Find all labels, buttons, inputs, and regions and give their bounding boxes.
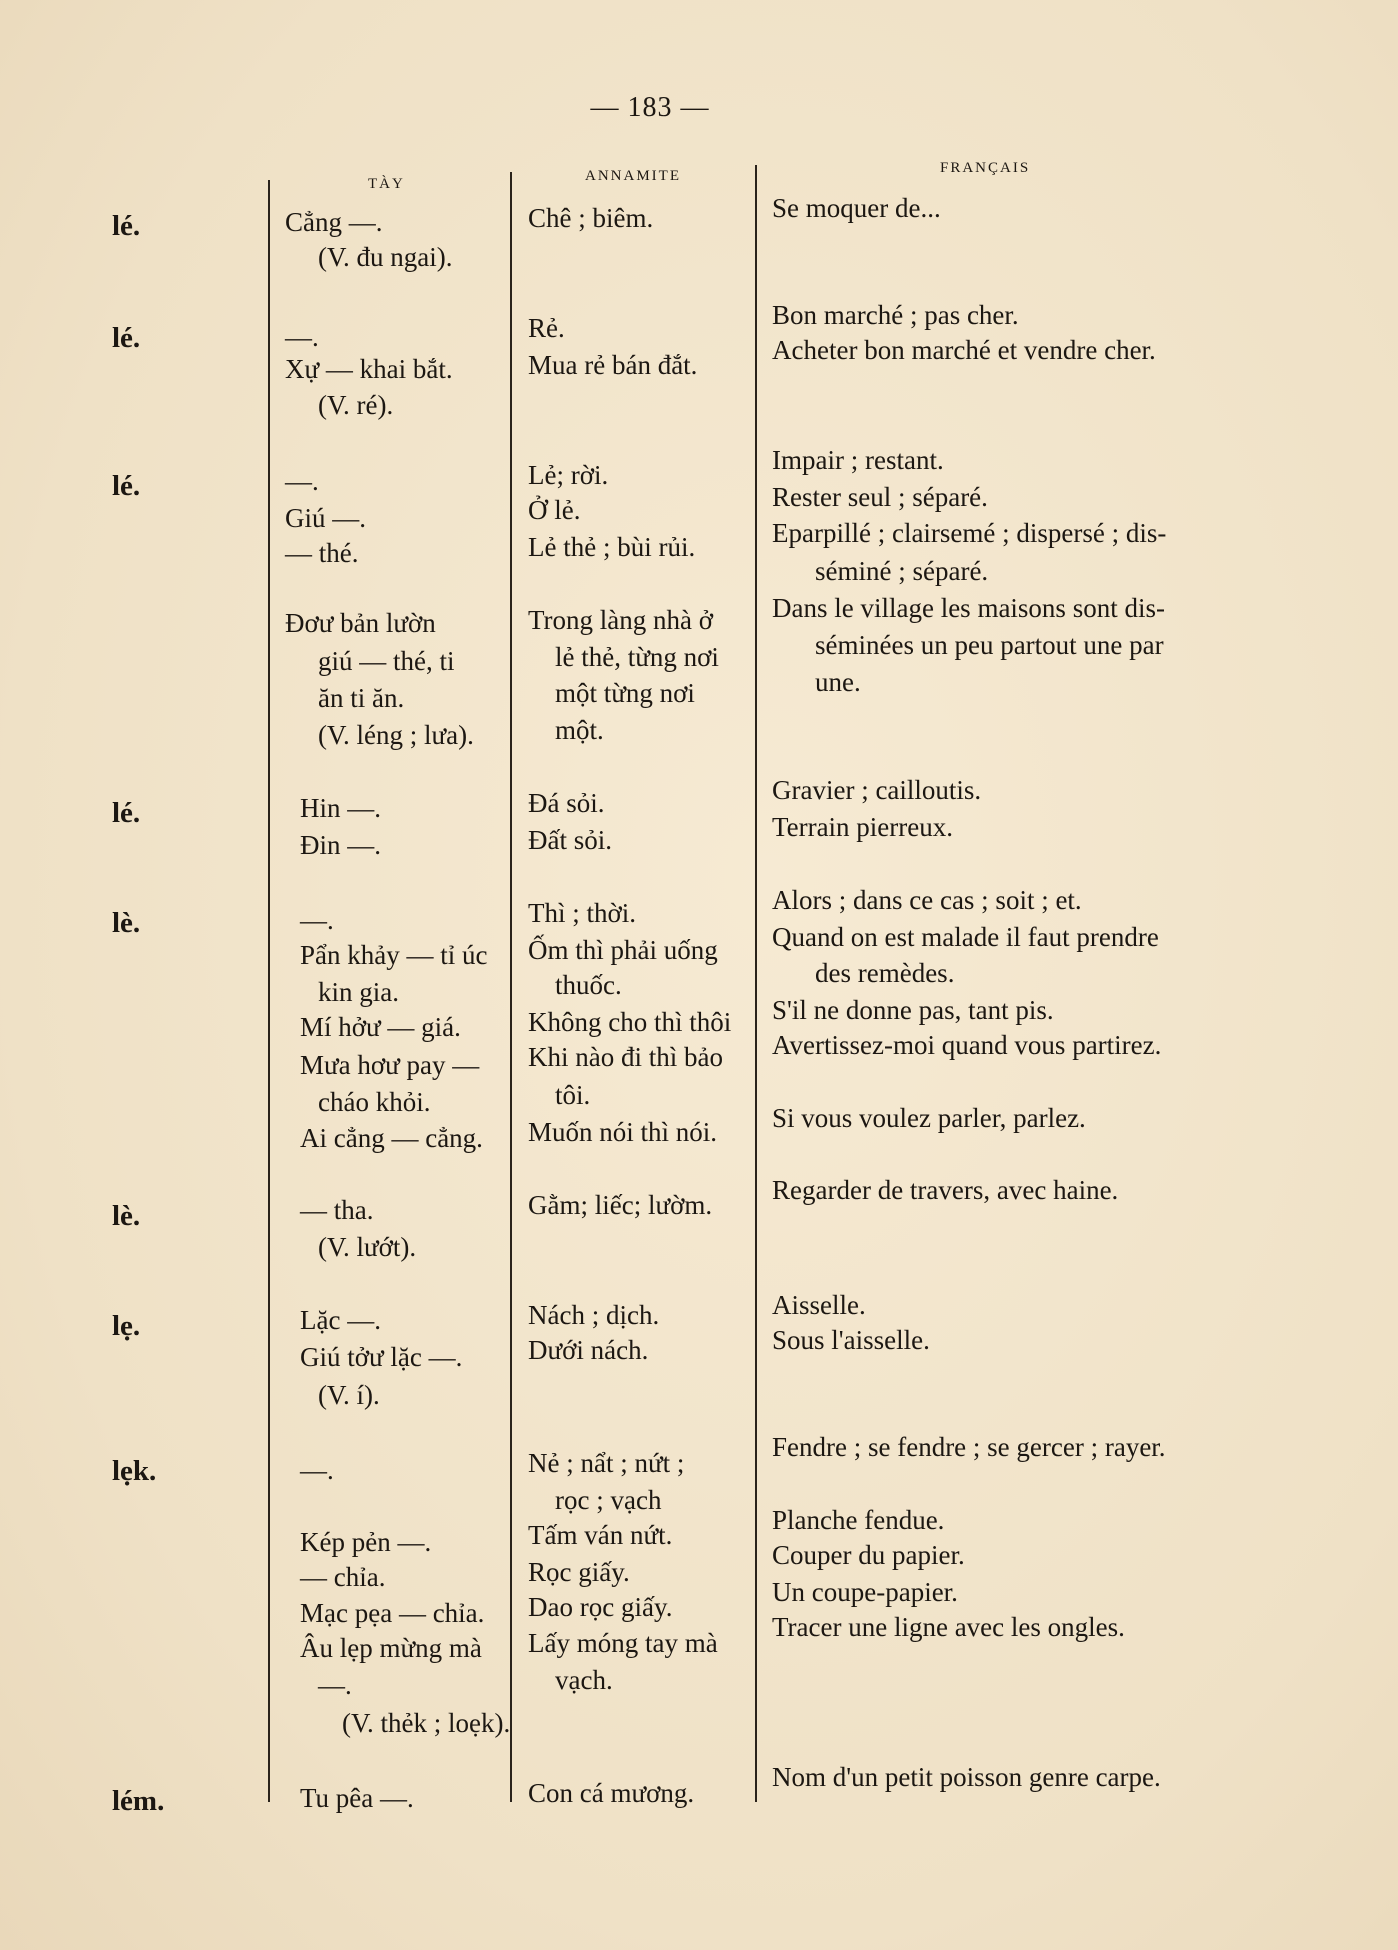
tay-line: (V. ré). bbox=[318, 390, 394, 420]
column-header-tay: TÀY bbox=[368, 176, 405, 192]
tay-line: Mí hởư — giá. bbox=[300, 1012, 461, 1042]
tay-line: Đin —. bbox=[300, 830, 381, 860]
tay-line: Mưa hơư pay — bbox=[300, 1050, 480, 1080]
tay-line: —. bbox=[300, 1455, 334, 1485]
column-rule-middle bbox=[510, 172, 512, 1802]
tay-line: —. bbox=[285, 322, 319, 352]
french-line: Rester seul ; séparé. bbox=[772, 482, 988, 512]
french-line: Couper du papier. bbox=[772, 1540, 965, 1570]
french-line: Regarder de travers, avec haine. bbox=[772, 1175, 1119, 1205]
french-line: Un coupe-papier. bbox=[772, 1577, 958, 1607]
tay-line: — chỉa. bbox=[300, 1562, 386, 1592]
french-line: séminées un peu partout une par bbox=[815, 630, 1164, 660]
annamite-line: Dưới nách. bbox=[528, 1335, 649, 1365]
tay-line: — thé. bbox=[285, 538, 359, 568]
tay-line: Pẩn khảy — tỉ úc bbox=[300, 940, 488, 970]
french-line: Bon marché ; pas cher. bbox=[772, 300, 1019, 330]
annamite-line: Muốn nói thì nói. bbox=[528, 1117, 718, 1147]
entry-headword: lè. bbox=[112, 907, 141, 939]
annamite-line: Chê ; biêm. bbox=[528, 203, 654, 233]
french-line: Impair ; restant. bbox=[772, 445, 944, 475]
tay-line: Hin —. bbox=[300, 793, 381, 823]
french-line: Aisselle. bbox=[772, 1290, 866, 1320]
annamite-line: vạch. bbox=[555, 1665, 613, 1695]
entry-headword: lé. bbox=[112, 322, 141, 354]
french-line: Gravier ; cailloutis. bbox=[772, 775, 982, 805]
annamite-line: một từng nơi bbox=[555, 678, 695, 708]
entry-headword: lém. bbox=[112, 1785, 165, 1817]
french-line: Si vous voulez parler, parlez. bbox=[772, 1103, 1086, 1133]
french-line: Avertissez-moi quand vous partirez. bbox=[772, 1030, 1162, 1060]
entry-headword: lé. bbox=[112, 797, 141, 829]
french-line: Nom d'un petit poisson genre carpe. bbox=[772, 1762, 1161, 1792]
annamite-line: Đất sỏi. bbox=[528, 825, 612, 855]
annamite-line: Mua rẻ bán đắt. bbox=[528, 350, 698, 380]
french-line: Fendre ; se fendre ; se gercer ; rayer. bbox=[772, 1432, 1166, 1462]
tay-line: —. bbox=[318, 1670, 352, 1700]
annamite-line: Trong làng nhà ở bbox=[528, 605, 714, 635]
column-header-francais: FRANÇAIS bbox=[940, 160, 1031, 176]
french-line: Acheter bon marché et vendre cher. bbox=[772, 335, 1156, 365]
annamite-line: Nách ; dịch. bbox=[528, 1300, 660, 1330]
entry-headword: lẹk. bbox=[112, 1455, 157, 1487]
annamite-line: Lẻ; rời. bbox=[528, 460, 609, 490]
tay-line: Kép pẻn —. bbox=[300, 1527, 432, 1557]
annamite-line: thuốc. bbox=[555, 970, 622, 1000]
french-line: Tracer une ligne avec les ongles. bbox=[772, 1612, 1125, 1642]
tay-line: Mạc pẹa — chỉa. bbox=[300, 1598, 485, 1628]
tay-line: giú — thé, ti bbox=[318, 646, 455, 676]
tay-line: cháo khỏi. bbox=[318, 1087, 431, 1117]
annamite-line: Lẻ thẻ ; bùi rủi. bbox=[528, 532, 696, 562]
annamite-line: Lấy móng tay mà bbox=[528, 1628, 718, 1658]
tay-line: (V. đu ngai). bbox=[318, 242, 453, 272]
tay-line: Đơư bản lườn bbox=[285, 608, 436, 638]
tay-line: —. bbox=[285, 466, 319, 496]
tay-line: Tu pêa —. bbox=[300, 1783, 414, 1813]
tay-line: kin gia. bbox=[318, 977, 399, 1007]
tay-line: Xự — khai bắt. bbox=[285, 354, 453, 384]
annamite-line: Nẻ ; nẩt ; nứt ; bbox=[528, 1448, 685, 1478]
annamite-line: Đá sỏi. bbox=[528, 788, 605, 818]
entry-headword: lẹ. bbox=[112, 1310, 141, 1342]
french-line: S'il ne donne pas, tant pis. bbox=[772, 995, 1054, 1025]
annamite-line: Ở lẻ. bbox=[528, 495, 581, 525]
french-line: Alors ; dans ce cas ; soit ; et. bbox=[772, 885, 1082, 915]
tay-line: (V. lướt). bbox=[318, 1232, 417, 1262]
annamite-line: một. bbox=[555, 715, 604, 745]
french-line: Dans le village les maisons sont dis- bbox=[772, 593, 1165, 623]
page-number: — 183 — bbox=[590, 92, 710, 123]
annamite-line: Rọc giấy. bbox=[528, 1557, 630, 1587]
entry-headword: lè. bbox=[112, 1200, 141, 1232]
column-rule-left bbox=[268, 180, 270, 1802]
tay-line: Giú tởư lặc —. bbox=[300, 1342, 463, 1372]
tay-line: Âu lẹp mừng mà bbox=[300, 1633, 482, 1663]
tay-line: (V. léng ; lưa). bbox=[318, 720, 474, 750]
annamite-line: rọc ; vạch bbox=[555, 1485, 662, 1515]
french-line: Terrain pierreux. bbox=[772, 812, 954, 842]
french-line: Sous l'aisselle. bbox=[772, 1325, 930, 1355]
entry-headword: lé. bbox=[112, 210, 141, 242]
french-line: Planche fendue. bbox=[772, 1505, 945, 1535]
annamite-line: Ốm thì phải uống bbox=[528, 935, 718, 965]
column-rule-right bbox=[755, 165, 757, 1802]
annamite-line: Con cá mương. bbox=[528, 1778, 695, 1808]
tay-line: ăn ti ăn. bbox=[318, 683, 405, 713]
tay-line: Ai cẳng — cẳng. bbox=[300, 1123, 483, 1153]
tay-line: (V. í). bbox=[318, 1380, 380, 1410]
french-line: une. bbox=[815, 667, 861, 697]
annamite-line: Tấm ván nứt. bbox=[528, 1520, 673, 1550]
french-line: séminé ; séparé. bbox=[815, 556, 989, 586]
annamite-line: tôi. bbox=[555, 1080, 591, 1110]
tay-line: (V. thẻk ; loẹk). bbox=[342, 1708, 511, 1738]
tay-line: Lặc —. bbox=[300, 1305, 381, 1335]
annamite-line: Thì ; thời. bbox=[528, 898, 637, 928]
french-line: des remèdes. bbox=[815, 958, 955, 988]
french-line: Se moquer de... bbox=[772, 193, 941, 223]
tay-line: —. bbox=[300, 905, 334, 935]
annamite-line: Dao rọc giấy. bbox=[528, 1592, 673, 1622]
column-header-annamite: ANNAMITE bbox=[585, 168, 681, 184]
tay-line: Giú —. bbox=[285, 503, 366, 533]
annamite-line: Khi nào đi thì bảo bbox=[528, 1042, 723, 1072]
french-line: Quand on est malade il faut prendre bbox=[772, 922, 1159, 952]
annamite-line: lẻ thẻ, từng nơi bbox=[555, 642, 719, 672]
tay-line: — tha. bbox=[300, 1195, 374, 1225]
annamite-line: Gằm; liếc; lườm. bbox=[528, 1190, 713, 1220]
entry-headword: lé. bbox=[112, 470, 141, 502]
tay-line: Cẳng —. bbox=[285, 207, 383, 237]
annamite-line: Rẻ. bbox=[528, 313, 565, 343]
annamite-line: Không cho thì thôi bbox=[528, 1007, 732, 1037]
french-line: Eparpillé ; clairsemé ; dispersé ; dis- bbox=[772, 518, 1167, 548]
